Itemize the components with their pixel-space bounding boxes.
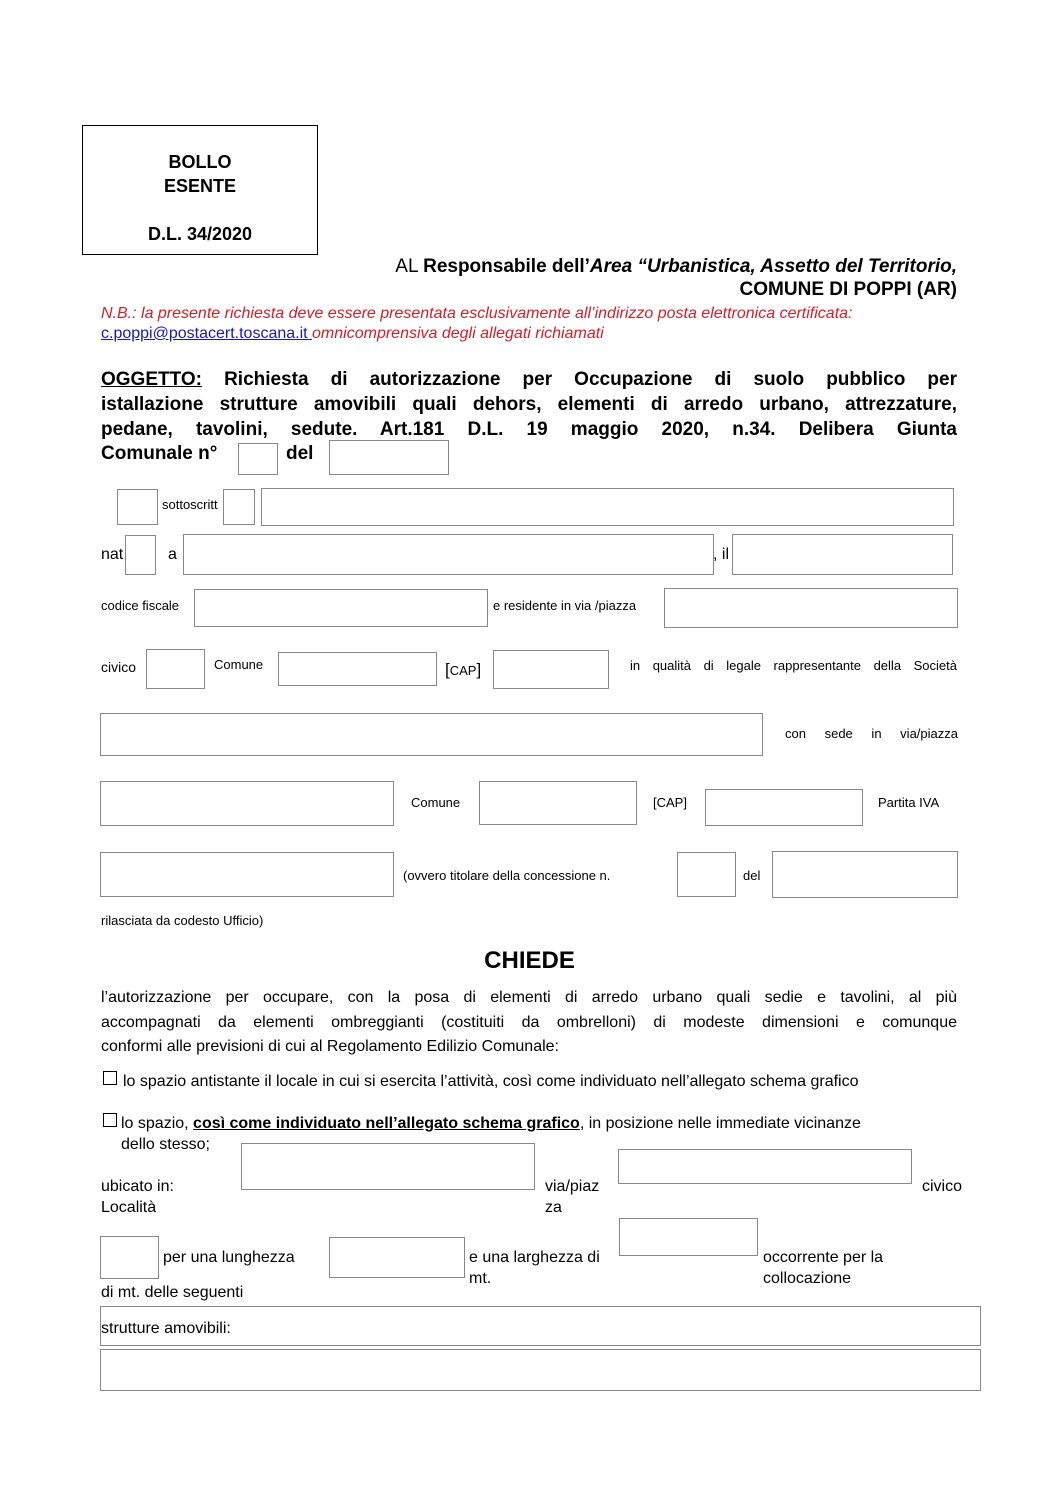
- addressee-prefix: AL: [395, 256, 424, 277]
- option-2-text-c: , in posizione nelle immediate vicinanze: [579, 1115, 861, 1132]
- cap-label-1: [445, 660, 481, 680]
- structures-field-2[interactable]: [100, 1349, 981, 1391]
- civico-label-2: civico: [922, 1178, 963, 1195]
- larghezza-label-2: mt.: [469, 1270, 492, 1287]
- cap-text-1: [CAP]: [445, 660, 482, 679]
- subject-line-3: pedane, tavolini, sedute. Art.181 D.L. 19 maggio 2020, n.34. Delibera Giunta: [101, 419, 957, 440]
- note-line-2: [101, 325, 604, 343]
- rilasciata-label: rilasciata da codesto Ufficio): [101, 913, 264, 928]
- note-rest: omnicomprensiva degli allegati richiamati: [312, 325, 604, 342]
- comune-field-2[interactable]: [479, 781, 637, 825]
- delibera-date-field[interactable]: [329, 440, 449, 475]
- structures-field-1[interactable]: [100, 1306, 981, 1346]
- sede-label: con sede in via/piazza: [785, 726, 958, 741]
- company-name-field[interactable]: [100, 713, 763, 756]
- addressee-italic: Area “Urbanistica, Assetto del Territorio,: [589, 256, 957, 277]
- qualita-label: in qualità di legale rappresentante della Società: [630, 658, 957, 673]
- stamp-line-2: ESENTE: [163, 176, 237, 196]
- addressee-line-2: COMUNE DI POPPI (AR): [739, 279, 957, 300]
- birthplace-field[interactable]: [183, 534, 714, 575]
- stamp-box: [82, 125, 318, 255]
- title-prefix-field[interactable]: [117, 489, 158, 525]
- concessione-date-field[interactable]: [772, 851, 958, 898]
- nat-label: nat: [101, 546, 124, 563]
- il-label: , il: [713, 546, 729, 563]
- option-2-text-a: lo spazio,: [121, 1115, 194, 1132]
- viapiaz-label: via/piaz: [545, 1178, 600, 1195]
- chiede-paragraph-line-3: conformi alle previsioni di cui al Regolamento Edilizio Comunale:: [101, 1038, 559, 1055]
- codice-fiscale-label: codice fiscale: [101, 598, 180, 613]
- occorrente-label-2: collocazione: [763, 1270, 852, 1287]
- option-1-label: lo spazio antistante il locale in cui si esercita l’attività, così come individuato nell’allegato schema grafico: [123, 1073, 859, 1090]
- subject-text-1: Richiesta di autorizzazione per Occupazione di suolo pubblico per: [224, 369, 957, 390]
- addressee-bold: Responsabile dell’: [423, 256, 590, 277]
- occorrente-label: occorrente per la: [763, 1249, 884, 1266]
- option-2-label-line-2: dello stesso;: [121, 1136, 210, 1153]
- civico-field[interactable]: [146, 649, 205, 689]
- cap-field-2[interactable]: [705, 789, 863, 826]
- stamp-line-3: D.L. 34/2020: [147, 224, 253, 244]
- viapiaz-label-2: za: [545, 1199, 562, 1216]
- option-2-checkbox[interactable]: [103, 1113, 117, 1127]
- sottoscritt-label: sottoscritt: [162, 497, 218, 512]
- ovvero-label: (ovvero titolare della concessione n.: [403, 868, 611, 883]
- comune-field-1[interactable]: [278, 652, 437, 686]
- note-line-1: N.B.: la presente richiesta deve essere presentata esclusivamente all’indirizzo posta elettronica certificata:: [101, 305, 853, 322]
- residente-label: e residente in via /piazza: [493, 598, 637, 613]
- cap-label-2: [CAP]: [653, 795, 687, 810]
- company-street-field[interactable]: [100, 781, 394, 826]
- pec-email-link[interactable]: c.poppi@postacert.toscana.it: [101, 325, 313, 342]
- length-field[interactable]: [329, 1237, 465, 1278]
- subject-line-1: [101, 369, 957, 391]
- partita-iva-field[interactable]: [100, 852, 394, 897]
- width-field[interactable]: [619, 1218, 758, 1256]
- dimt-label: di mt. delle seguenti: [101, 1284, 244, 1301]
- option-1-checkbox[interactable]: [103, 1071, 117, 1085]
- comune-label-2: Comune: [411, 795, 461, 810]
- delibera-number-field[interactable]: [238, 443, 278, 475]
- larghezza-label: e una larghezza di: [469, 1249, 600, 1266]
- street-field[interactable]: [618, 1149, 912, 1184]
- stamp-line-1: BOLLO: [168, 152, 232, 172]
- concessione-number-field[interactable]: [677, 852, 736, 897]
- a-label: a: [168, 546, 177, 563]
- subject-line-4a: Comunale n°: [101, 443, 218, 464]
- lunghezza-label: per una lunghezza: [163, 1249, 295, 1266]
- civico-field-2[interactable]: [100, 1236, 159, 1279]
- cap-field-1[interactable]: [493, 650, 609, 689]
- gender-suffix-field[interactable]: [223, 489, 255, 525]
- chiede-paragraph-line-2: accompagnati da elementi ombreggianti (costituiti da ombrelloni) di modeste dimensioni e comunque: [101, 1014, 957, 1031]
- del-label: del: [743, 868, 761, 883]
- option-2-label: [121, 1115, 861, 1133]
- residence-street-field[interactable]: [664, 588, 958, 628]
- birthdate-field[interactable]: [732, 534, 953, 575]
- civico-label: civico: [101, 659, 137, 675]
- subject-label: OGGETTO:: [101, 369, 202, 390]
- nat-suffix-field[interactable]: [125, 535, 156, 575]
- strutture-label: strutture amovibili:: [101, 1320, 231, 1337]
- subject-line-4b: del: [286, 443, 314, 464]
- subject-line-2: istallazione strutture amovibili quali dehors, elementi di arredo urbano, attrezzature,: [101, 394, 957, 415]
- partita-iva-label: Partita IVA: [878, 795, 940, 810]
- chiede-heading: CHIEDE: [484, 947, 575, 974]
- localita-field[interactable]: [241, 1143, 535, 1190]
- comune-label-1: Comune: [214, 657, 264, 672]
- codice-fiscale-field[interactable]: [194, 589, 488, 627]
- addressee-line-1: [395, 256, 957, 278]
- option-2-text-b: così come individuato nell’allegato schema grafico: [193, 1115, 580, 1132]
- ubicato-label: ubicato in:: [101, 1178, 174, 1195]
- full-name-field[interactable]: [261, 488, 954, 526]
- localita-label: Località: [101, 1199, 157, 1216]
- chiede-paragraph-line-1: l’autorizzazione per occupare, con la posa di elementi di arredo urbano quali sedie e tavolini, al più: [101, 989, 957, 1006]
